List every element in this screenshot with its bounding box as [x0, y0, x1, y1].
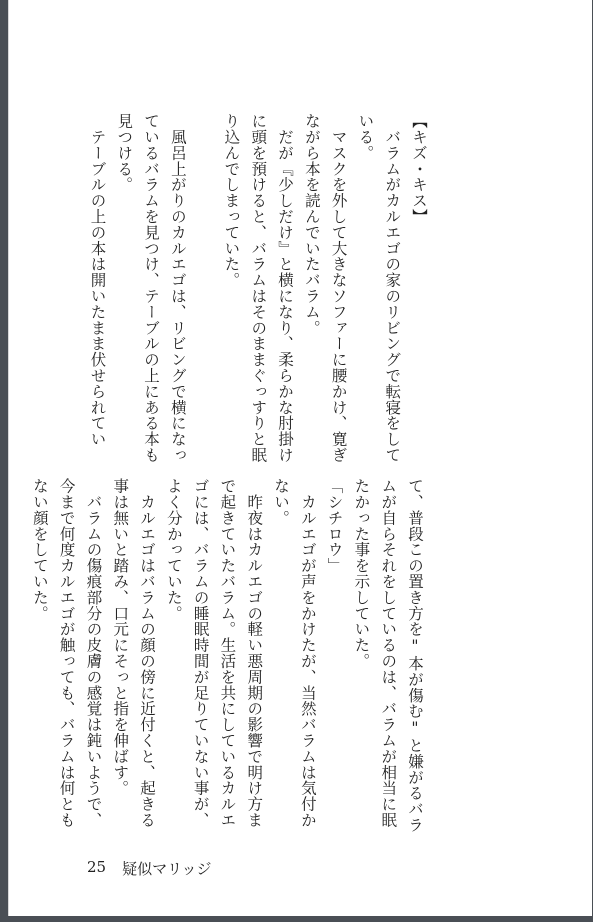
book-page	[8, 0, 592, 916]
text-column-top: 【キズ・キス】 バラムがカルエゴの家のリビングで転寝をしている。 マスクを外して大きなソファーに腰かけ、寛ぎながら本を読んでいたバラム。 だが『少しだけ』と横になり、柔らかな肘掛けに頭を預けると、バラムはそのままぐっすりと眠り込んでしまっていた。 風呂上がりのカルエゴは、リビングで横になっているバラムを見つけ、テーブルの上にある本も見つける。 テーブルの上の本は開いたまま伏せられてい	[88, 113, 428, 463]
page-footer	[87, 858, 212, 879]
book-title: 疑似マリッジ	[122, 860, 212, 878]
page-number: 25	[87, 858, 107, 876]
text-column-bottom: て、普段この置き方を"本が傷む"と嫌がるバラムが自らそれをしているのは、バラムが相当に眠たかった事を示していた。 「シチロウ」 カルエゴが声をかけたが、当然バラムは気付かない。 昨夜はカルエゴの軽い悪周期の影響で明け方まで起きていたバラム。生活を共にしているカルエゴには、バラムの睡眠時間が足りていない事が、よく分かっていた。 カルエゴはバラムの顔の傍に近付くと、起きる事は無いと踏み、口元にそっと指を伸ばす。 バラムの傷痕部分の皮膚の感覚は鈍いようで、今まで何度カルエゴが触っても、バラムは何ともない顔をしていた。	[30, 478, 424, 833]
